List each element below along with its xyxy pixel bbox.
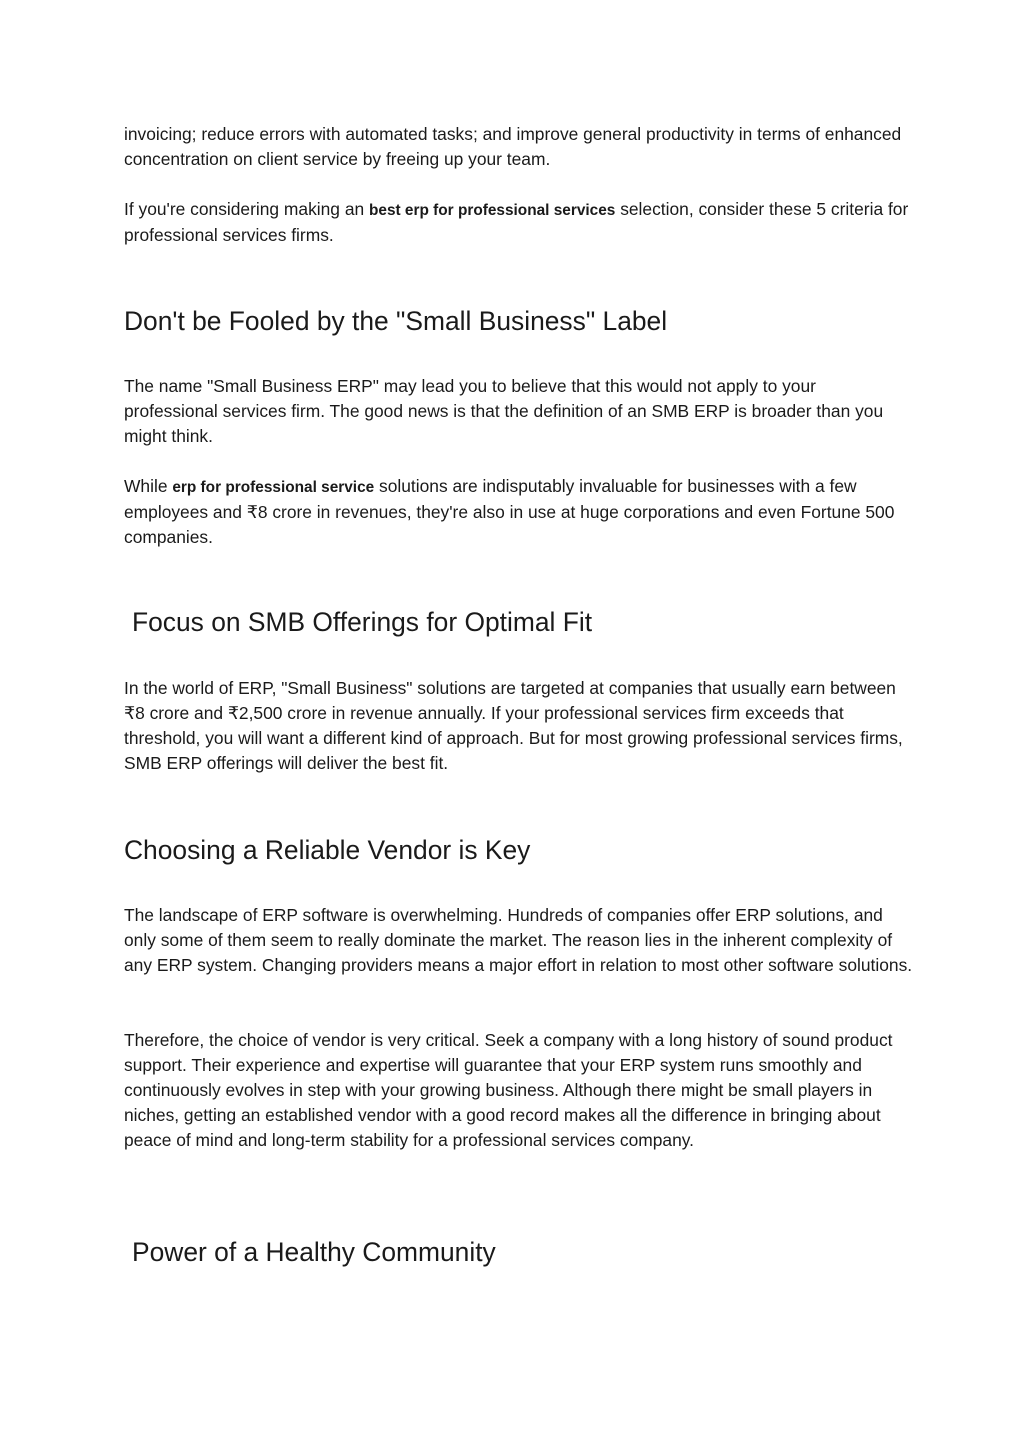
paragraph-while [124, 474, 914, 550]
heading-smb-offerings: Focus on SMB Offerings for Optimal Fit [132, 607, 593, 637]
heading-reliable-vendor: Choosing a Reliable Vendor is Key [124, 835, 531, 865]
keyword-erp-professional-service: erp for professional service [172, 479, 375, 496]
heading-small-business: Don't be Fooled by the "Small Business" Label [124, 306, 668, 336]
paragraph-therefore: Therefore, the choice of vendor is very critical. Seek a company with a long history of sound product support. Their experience and expertise will guarantee that your ERP system runs smoothly and continuously evolves in step with your growing business. Although there might be small players in niches, getting an established vendor with a good record makes all the difference in bringing about peace of mind and long-term stability for a professional services company. [124, 1030, 893, 1150]
consider-text-end: selection, consider these 5 criteria for professional services firms. [124, 199, 909, 245]
while-text-end: solutions are indisputably invaluable for businesses with a few employees and ₹8 crore in revenues, they're also in use at huge corporations and even Fortune 500 companies. [124, 476, 895, 547]
paragraph-smb-name: The name "Small Business ERP" may lead you to believe that this would not apply to your professional services firm. The good news is that the definition of an SMB ERP is broader than you might think. [124, 376, 884, 446]
keyword-best-erp: best erp for professional services [369, 202, 616, 219]
heading-community: Power of a Healthy Community [132, 1237, 496, 1267]
consider-text-start: If you're considering making an [124, 199, 369, 219]
paragraph-landscape: The landscape of ERP software is overwhelming. Hundreds of companies offer ERP solutions, and only some of them seem to really dominate the market. The reason lies in the inherent complexity of any ERP system. Changing providers means a major effort in relation to most other software solutions. [124, 905, 913, 975]
while-text-start: While [124, 476, 173, 496]
paragraph-consider [124, 197, 914, 248]
paragraph-intro-end: invoicing; reduce errors with automated tasks; and improve general productivity in terms of enhanced concentration on client service by freeing up your team. [124, 124, 902, 169]
paragraph-world-erp: In the world of ERP, "Small Business" solutions are targeted at companies that usually earn between ₹8 crore and ₹2,500 crore in revenue annually. If your professional services firm exceeds that threshold, you will want a different kind of approach. But for most growing professional services firms, SMB ERP offerings will deliver the best fit. [124, 678, 903, 773]
